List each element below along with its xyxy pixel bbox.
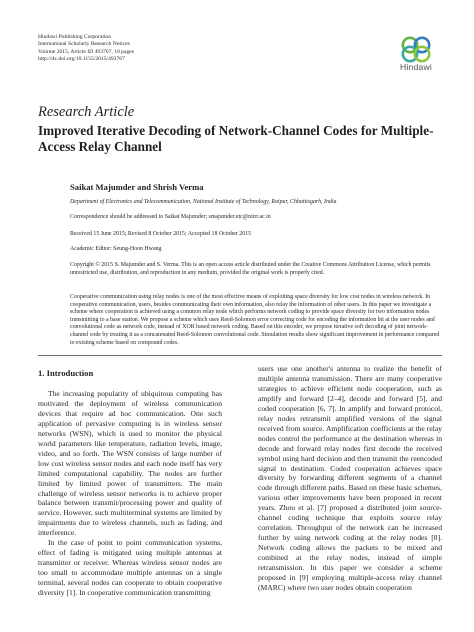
authors: Saikat Majumder and Shrish Verma [70,182,204,192]
paragraph: In the case of point to point communication systems, effect of fading is mitigated using multiple antennas at transmitter or receiver. Whereas wireless sensor nodes are too small to accommodate multiple antennas on a single terminal, several nodes can cooperate to obtain cooperative diversity [1]. In cooperative communication transmitting [38,538,222,598]
section-heading: 1. Introduction [38,368,94,378]
paragraph: users use one another's antenna to realize the benefit of multiple antenna transmission. There are many cooperative strategies to achieve efficient node cooperation, such as amplify and forward [2–4], decode and forward [5], and coded cooperation [6, 7]. In amplify and forward protocol, relay nodes retransmit amplified versions of the signal received from source. Amplification coefficients at the relay nodes control the performance at the destination whereas in decode and forward relay nodes first decode the received symbol using hard decision and then transmit the reencoded signal to destination. Coded cooperation achieves space diversity by forwarding different segments of a channel code through different paths. Based on these basic schemes, various other improvements have been proposed in recent years. Zhou et al. [7] proposed a distributed joint source-channel coding technique that exploits source relay correlation. Throughput of the network can be increased further by using network coding at the relay nodes [8]. Network coding allows the packets to be mixed and combined at the relay nodes, instead of simple retransmission. In this paper we consider a scheme proposed in [9] employing multiple-access relay channel (MARC) where two user nodes obtain cooperation [258,364,442,592]
received-dates: Received 15 June 2015; Revised 8 October 2015; Accepted 18 October 2015 [70,231,252,237]
paper-title: Improved Iterative Decoding of Network-Channel Codes for Multiple-Access Relay Channel [38,123,434,155]
article-type: Research Article [38,104,135,120]
publisher-line: Hindawi Publishing Corporation [38,34,112,40]
hindawi-logo-icon [399,36,433,63]
left-column [38,389,222,619]
copyright-notice: Copyright © 2015 S. Majumder and S. Verma. This is an open access article distributed under the Creative Commons Attribution License, which permits unrestricted use, distribution, and reproduction in any medium, provided the original work is properly cited. [70,262,431,276]
academic-editor: Academic Editor: Seung-Hoon Hwang [70,246,162,252]
affiliation: Department of Electronics and Telecommunication, National Institute of Technology, Raipur, Chhattisgarh, India [70,199,337,205]
abstract: Cooperative communication using relay nodes is one of the most effective means of exploiting space diversity for low cost nodes in wireless network. In cooperative communication, users, besides communicating their own information, also relay the information of other users. In this paper we investigate a scheme where cooperation is achieved using a common relay node which performs network coding to provide space diversity for two information nodes transmitting to a base station. We propose a scheme which uses Reed-Solomon error correcting code for encoding the information bit at the user nodes and convolutional code as network code, instead of XOR based network coding. Based on this encoder, we propose iterative soft decoding of joint network-channel code by treating it as a concatenated Reed-Solomon convolutional code. Simulation results show significant improvement in performance compared to existing scheme based on compound codes. [70,294,440,346]
journal-meta [38,34,134,64]
volume-line: Volume 2015, Article ID 493767, 10 pages [38,48,134,55]
hindawi-logo [396,36,436,72]
section-divider [38,355,442,356]
doi-link[interactable]: http://dx.doi.org/10.1155/2015/493767 [38,56,125,63]
hindawi-logo-text: Hindawi [400,62,432,72]
journal-name: International Scholarly Research Notices [38,41,130,48]
correspondence: Correspondence should be addressed to Saikat Majumder; smajumder.etc@nitrr.ac.in [70,214,271,220]
right-column [258,364,442,620]
paragraph: The increasing popularity of ubiquitous computing has motivated the deployment of wireless communication devices that require ad hoc communication. One such application of pervasive computing is in wireless sensor networks (WSN), which is used to monitor the physical world parameters like temperature, radiation levels, image, video, and so forth. The WSN consists of large number of low cost wireless sensor nodes and each node itself has very limited computational capability. The nodes are further limited by limited power of transmitters. The main challenge of wireless sensor networks is to achieve proper balance between transmit/processing power and quality of service. However, such multiterminal systems are limited by impairments due to wireless channels, such as fading, and interference. [38,389,222,538]
